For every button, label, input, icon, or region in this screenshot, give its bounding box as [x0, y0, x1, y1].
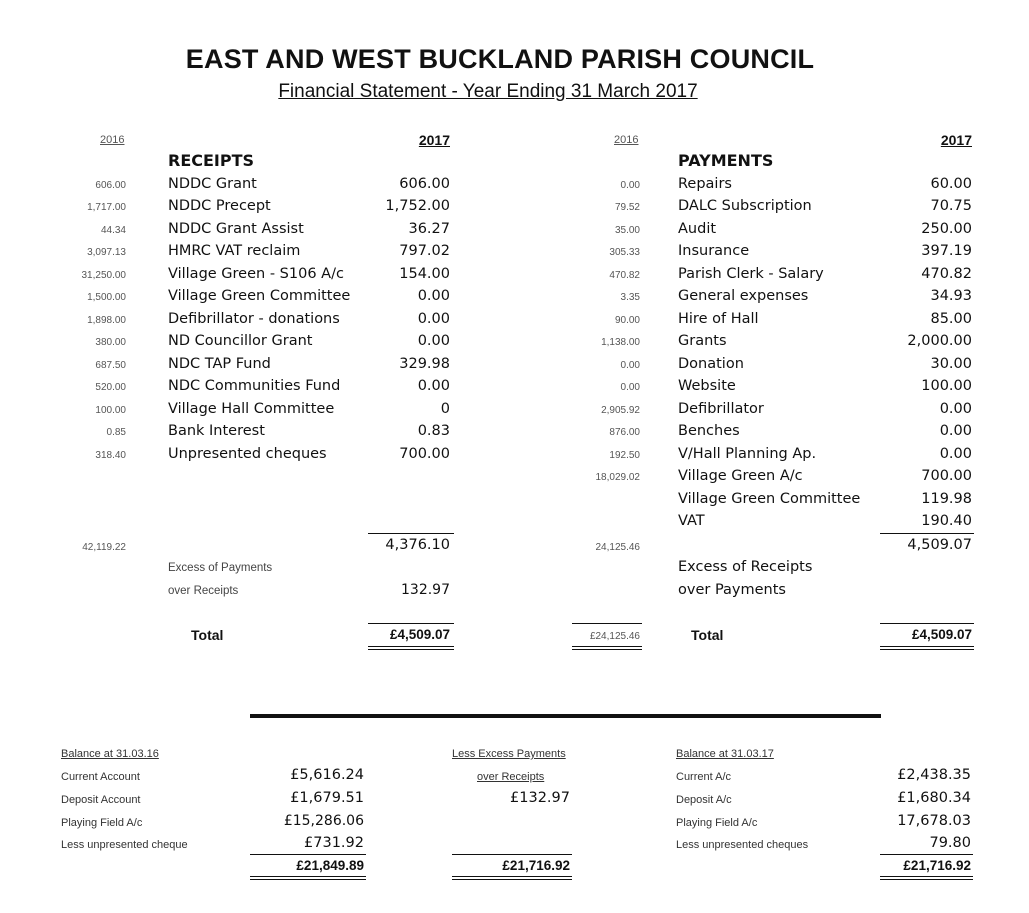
closing-balance-value: 79.80 — [929, 835, 971, 851]
payment-prev-value: 90.00 — [614, 315, 640, 326]
payment-value: 700.00 — [921, 468, 972, 484]
payments-year: 2017 — [940, 132, 972, 148]
payment-prev-value: 18,029.02 — [595, 472, 640, 483]
receipt-label: HMRC VAT reclaim — [168, 243, 301, 259]
payment-label: General expenses — [678, 288, 809, 304]
payment-prev-value: 876.00 — [609, 427, 640, 438]
receipt-value: 0.00 — [417, 288, 450, 304]
payment-value: 0.00 — [939, 446, 972, 462]
payment-value: 190.40 — [921, 513, 972, 529]
payment-value: 100.00 — [921, 378, 972, 394]
receipts-total-label: Total — [191, 627, 224, 643]
payment-label: Donation — [678, 356, 744, 372]
payment-prev-value: 2,905.92 — [601, 405, 640, 416]
payment-label: DALC Subscription — [678, 198, 812, 214]
payment-prev-value: 305.33 — [609, 247, 640, 258]
payments-prev-total-double-rule — [572, 646, 642, 650]
receipts-excess-value: 132.97 — [401, 582, 450, 598]
receipt-prev-value: 3,097.13 — [87, 247, 126, 258]
receipt-label: Village Hall Committee — [168, 401, 335, 417]
payment-prev-value: 0.00 — [620, 382, 640, 393]
closing-balance-heading: Balance at 31.03.17 — [676, 748, 774, 760]
payments-total: £4,509.07 — [911, 627, 972, 642]
payment-value: 470.82 — [921, 266, 972, 282]
excess-payments-heading: Less Excess Payments — [452, 748, 566, 760]
payment-prev-value: 35.00 — [614, 225, 640, 236]
payments-prev-subtotal: 24,125.46 — [595, 542, 640, 553]
receipt-label: Village Green - S106 A/c — [168, 266, 344, 282]
payment-prev-value: 79.52 — [614, 202, 640, 213]
payment-label: Insurance — [678, 243, 750, 259]
payment-label: VAT — [678, 513, 705, 529]
payment-label: Hire of Hall — [678, 311, 759, 327]
opening-balance-heading: Balance at 31.03.16 — [61, 748, 159, 760]
excess-payments-subheading: over Receipts — [477, 771, 545, 783]
payment-label: Audit — [678, 221, 717, 237]
opening-balance-label: Current Account — [61, 771, 140, 783]
receipt-prev-value: 0.85 — [106, 427, 126, 438]
opening-balance-rule — [250, 854, 366, 855]
opening-balance-value: £5,616.24 — [290, 767, 364, 783]
receipt-prev-value: 606.00 — [95, 180, 126, 191]
receipt-label: Bank Interest — [168, 423, 265, 439]
receipt-prev-value: 44.34 — [100, 225, 126, 236]
receipts-subtotal: 4,376.10 — [385, 537, 450, 553]
payments-total-double-rule — [880, 646, 974, 650]
payments-total-top-rule — [880, 623, 974, 624]
payments-heading: PAYMENTS — [678, 151, 774, 170]
receipt-label: Village Green Committee — [168, 288, 351, 304]
closing-balance-label: Current A/c — [676, 771, 732, 783]
receipts-prev-year: 2016 — [100, 134, 125, 146]
opening-balance-value: £731.92 — [304, 835, 364, 851]
payment-label: Website — [678, 378, 736, 394]
receipt-prev-value: 520.00 — [95, 382, 126, 393]
payment-label: Repairs — [678, 176, 732, 192]
receipt-value: 0.00 — [417, 311, 450, 327]
opening-balance-label: Deposit Account — [61, 794, 141, 806]
receipt-value: 0.00 — [417, 333, 450, 349]
receipts-heading: RECEIPTS — [168, 151, 255, 170]
receipt-value: 0.00 — [417, 378, 450, 394]
document-title: EAST AND WEST BUCKLAND PARISH COUNCIL — [185, 44, 815, 74]
payments-excess-label-2: over Payments — [678, 582, 786, 598]
receipt-label: NDDC Grant Assist — [168, 221, 304, 237]
payments-prev-total: £24,125.46 — [589, 631, 640, 642]
receipt-label: NDDC Grant — [168, 176, 257, 192]
receipt-value: 154.00 — [399, 266, 450, 282]
payment-label: V/Hall Planning Ap. — [678, 446, 817, 462]
payment-prev-value: 470.82 — [609, 270, 640, 281]
excess-payments-total: £21,716.92 — [502, 858, 570, 873]
closing-balance-label: Less unpresented cheques — [676, 839, 809, 851]
payment-value: 250.00 — [921, 221, 972, 237]
payment-value: 60.00 — [930, 176, 972, 192]
opening-balance-label: Playing Field A/c — [61, 817, 143, 829]
receipt-prev-value: 1,717.00 — [87, 202, 126, 213]
receipt-label: NDC TAP Fund — [168, 356, 271, 372]
receipt-label: ND Councillor Grant — [168, 333, 313, 349]
payment-value: 2,000.00 — [907, 333, 972, 349]
closing-balance-value: £1,680.34 — [897, 790, 971, 806]
payments-prev-year: 2016 — [614, 134, 639, 146]
payment-prev-value: 192.50 — [609, 450, 640, 461]
payments-subtotal: 4,509.07 — [907, 537, 972, 553]
document-subtitle: Financial Statement - Year Ending 31 March 2017 — [278, 81, 698, 102]
opening-balance-double-rule — [250, 876, 366, 880]
opening-balance-label: Less unpresented cheque — [61, 839, 188, 851]
excess-payments-rule — [452, 854, 572, 855]
payments-subtotal-rule — [880, 533, 974, 534]
section-divider — [250, 714, 881, 718]
receipt-value: 700.00 — [399, 446, 450, 462]
payment-value: 119.98 — [921, 491, 972, 507]
payment-prev-value: 1,138.00 — [601, 337, 640, 348]
closing-balance-label: Deposit A/c — [676, 794, 732, 806]
receipt-value: 0.83 — [417, 423, 450, 439]
excess-payments-value: £132.97 — [510, 790, 570, 806]
closing-balance-double-rule — [880, 876, 973, 880]
receipts-total-double-rule — [368, 646, 454, 650]
receipts-prev-subtotal: 42,119.22 — [82, 542, 126, 553]
receipt-label: Unpresented cheques — [168, 446, 327, 462]
payment-prev-value: 0.00 — [620, 180, 640, 191]
receipt-label: NDDC Precept — [168, 198, 271, 214]
receipts-year: 2017 — [418, 132, 450, 148]
receipt-prev-value: 318.40 — [95, 450, 126, 461]
receipt-value: 36.27 — [408, 221, 450, 237]
closing-balance-value: 17,678.03 — [897, 813, 971, 829]
receipts-subtotal-rule — [368, 533, 454, 534]
payments-prev-total-top-rule — [572, 623, 642, 624]
receipt-value: 1,752.00 — [385, 198, 450, 214]
payment-label: Benches — [678, 423, 740, 439]
excess-payments-double-rule — [452, 876, 572, 880]
payment-label: Grants — [678, 333, 727, 349]
receipt-prev-value: 100.00 — [95, 405, 126, 416]
payments-excess-label-1: Excess of Receipts — [678, 559, 813, 575]
receipt-prev-value: 31,250.00 — [81, 270, 126, 281]
receipt-label: NDC Communities Fund — [168, 378, 341, 394]
payment-value: 397.19 — [921, 243, 972, 259]
payment-value: 30.00 — [930, 356, 972, 372]
opening-balance-total: £21,849.89 — [296, 858, 364, 873]
receipts-excess-label-2: over Receipts — [168, 585, 239, 597]
receipt-value: 0 — [440, 401, 450, 417]
receipt-prev-value: 380.00 — [95, 337, 126, 348]
receipt-prev-value: 1,898.00 — [87, 315, 126, 326]
payment-value: 0.00 — [939, 401, 972, 417]
receipt-prev-value: 687.50 — [95, 360, 126, 371]
payment-prev-value: 3.35 — [620, 292, 640, 303]
opening-balance-value: £15,286.06 — [283, 813, 364, 829]
payment-label: Parish Clerk - Salary — [678, 266, 824, 282]
payment-label: Village Green Committee — [678, 491, 861, 507]
closing-balance-label: Playing Field A/c — [676, 817, 758, 829]
payment-value: 34.93 — [930, 288, 972, 304]
receipt-value: 329.98 — [399, 356, 450, 372]
opening-balance-value: £1,679.51 — [290, 790, 364, 806]
payment-label: Village Green A/c — [678, 468, 803, 484]
receipts-excess-label-1: Excess of Payments — [168, 562, 273, 574]
receipt-value: 606.00 — [399, 176, 450, 192]
closing-balance-total: £21,716.92 — [903, 858, 971, 873]
payment-label: Defibrillator — [678, 401, 764, 417]
payment-prev-value: 0.00 — [620, 360, 640, 371]
receipts-total: £4,509.07 — [389, 627, 450, 642]
payments-total-label: Total — [691, 627, 724, 643]
closing-balance-rule — [880, 854, 973, 855]
receipt-value: 797.02 — [399, 243, 450, 259]
closing-balance-value: £2,438.35 — [897, 767, 971, 783]
receipts-total-top-rule — [368, 623, 454, 624]
receipt-label: Defibrillator - donations — [168, 311, 340, 327]
payment-value: 0.00 — [939, 423, 972, 439]
receipt-prev-value: 1,500.00 — [87, 292, 126, 303]
payment-value: 85.00 — [930, 311, 972, 327]
payment-value: 70.75 — [930, 198, 972, 214]
